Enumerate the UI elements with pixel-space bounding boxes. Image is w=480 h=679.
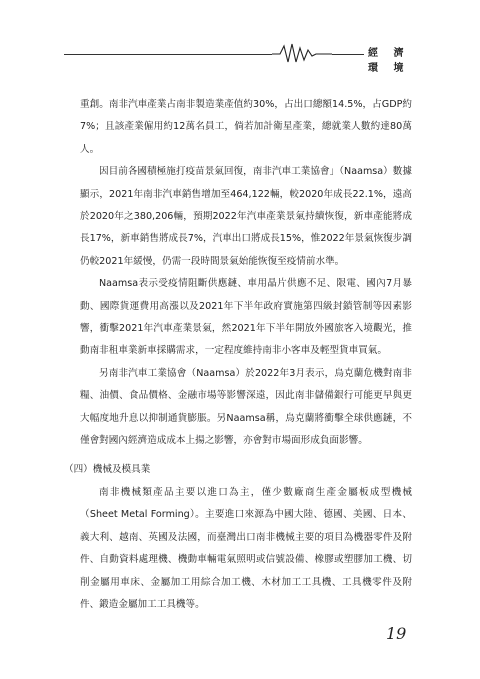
paragraph: 重創。南非汽車產業占南非製造業產值約30%，占出口總額14.5%，占GDP約7%；且該產業僱用約12萬名員工，倘若加計衛星產業，總就業人數約達80萬人。 <box>80 99 412 155</box>
running-header <box>64 40 424 74</box>
body-text-block-1 <box>80 94 412 453</box>
paragraph: 因目前各國積極施打疫苗景氣回復，南非汽車工業協會」（Naamsa）數據顯示，2021年南非汽車銷售增加至464,122輛，較2020年成長22.1%，遠高於2020年之380,206輛，預期2022年汽車產業景氣持續恢復，新車產能將成長17%，新車銷售將成長7%，汽車出口將成長15%，惟2022年景氣恢復步調仍較2021年緩慢，仍需一段時間景氣始能恢復至疫情前水準。 <box>80 166 412 267</box>
section-heading: （四）機械及模具業 <box>64 464 151 475</box>
paragraph: 另南非汽車工業協會（Naamsa）於2022年3月表示，烏克蘭危機對南非糧、油價、食品價格、金融市場等影響深遠，因此南非儲備銀行可能更早與更大幅度地升息以抑制通貨膨脹。另Naamsa稱，烏克蘭將衝擊全球供應鏈，不僅會對國內經濟造成成本上揚之影響，亦會對市場面形成負面影響。 <box>80 367 412 447</box>
page-number: 19 <box>386 624 407 643</box>
header-title: 經 濟 環 境 <box>364 44 424 74</box>
body-text-block-2 <box>80 482 412 616</box>
paragraph: 南非機械類產品主要以進口為主，僅少數廠商生產金屬板成型機械（Sheet Metal Forming）。主要進口來源為中國大陸、德國、美國、日本、義大利、越南、英國及法國，而臺灣出口南非機械主要的項目為機器零件及附件、自動資料處理機、機動車輛電氣照明或信號設備、橡膠或塑膠加工機、切削金屬用車床、金屬加工用綜合加工機、木材加工工具機、工具機零件及附件、鍛造金屬加工工具機等。 <box>80 487 412 611</box>
paragraph: Naamsa表示受疫情阻斷供應鏈、車用晶片供應不足、限電、國內7月暴動、國際貨運費用高漲以及2021年下半年政府實施第四級封鎖管制等因素影響，衝擊2021年汽車產業景氣，然2021年下半年開放外國旅客入境觀光，推動南非租車業新車採購需求，一定程度維持南非小客車及輕型貨車買氣。 <box>80 278 412 357</box>
heartbeat-wave-icon <box>272 42 332 64</box>
